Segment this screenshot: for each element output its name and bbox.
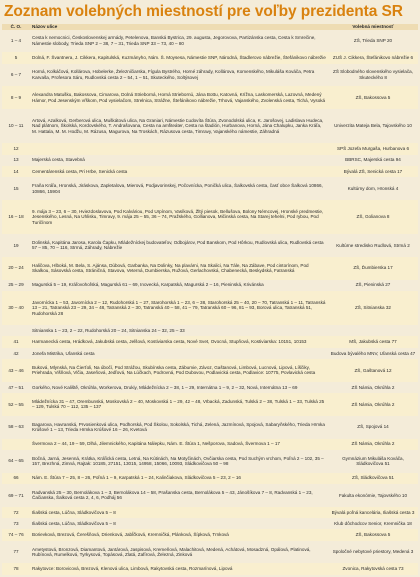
- table-row: [2, 484, 418, 507]
- row-number: 78: [2, 563, 30, 575]
- row-streets: Fraňa Kráľa, Hronská, Jiráskova, Zapletalova, Mierová, Podjavorinskej, Počovnícka, Poničká ulica, Šalkovská cesta, časť obce Šalková 10866, 10866, 15904: [30, 177, 328, 200]
- page-title: Zoznam volebných miestností pre voľby prezidenta SR: [4, 3, 403, 20]
- row-streets: Švermova 2 – 44, 19 – 59, Dlhá, Jilemnického, Kapitána Nálepku, Nám. E. Štúra 1, Nešporova, Sadová, Švermova 1 – 17: [30, 439, 328, 450]
- row-location: ZŠ Námia, Okrúhla 2: [328, 393, 418, 416]
- row-number: 10 – 11: [2, 109, 30, 143]
- row-number: [2, 325, 30, 336]
- table-row: [2, 348, 418, 359]
- table-row: [2, 473, 418, 484]
- table-row: [2, 177, 418, 200]
- row-streets: Harmanecká cesta, Hrádková, Jakubská cesta, Jelšová, Kostiviarska cesta, Nové Svet, Ovocná, Stupňová, Kostiviarska: 10151, 10153: [30, 336, 328, 347]
- row-streets: 9. mája 3 – 23, 6 – 30, Hviezdoslavova, Pod Kalváriou, Pod Urpínom, Vasíková, Žltý piesok, Bellušova, Bolony Némcovej, Hronské predmestie, Jesenského, Lesná, Na Uhlisku, Timravy, 9. mája 25 – 55, 36 – 74, Pražského, Gollianova, Mičinská cesta, Na Starej tehelni, Pod rybou, Pod Turičínom: [30, 200, 328, 234]
- row-number: 72: [2, 507, 30, 518]
- header-num: Č. O.: [2, 24, 30, 30]
- table-row: [2, 155, 418, 166]
- row-location: Spoločné nebytové priestory, Medená 3: [328, 541, 418, 564]
- row-number: 52 – 55: [2, 393, 30, 416]
- row-location: ZŠ, Gaštanová 12: [328, 359, 418, 382]
- row-number: 30 – 40: [2, 291, 30, 325]
- row-location: Klub dôchodcov Senior, Kremnička 18: [328, 518, 418, 529]
- row-streets: Cesta k nemocnici, Československej armády, Petelenova, Banská Bystrica, 29. augusta, Jegorovova, Partizánska cesta, Cesta k Smrečine, Námestie slobody, Trieda SNP 2 – 38, 7 – 31, Trieda SNP 33 – 73, 40 – 80: [30, 30, 328, 53]
- row-location: ZŠ, Pieninská 27: [328, 280, 418, 291]
- table-row: [2, 439, 418, 450]
- row-location: ZUŠ J. Cikkera, Štefánikovo nábrežie 6: [328, 52, 418, 63]
- row-number: 58 – 63: [2, 416, 30, 439]
- table-row: [2, 563, 418, 575]
- row-location: Zvonica, Rakytovská cesta 73: [328, 563, 418, 575]
- row-number: 25 – 29: [2, 280, 30, 291]
- row-location: Bývalá ZŠ, Senická cesta 17: [328, 166, 418, 177]
- table-row: [2, 109, 418, 143]
- table-row: [2, 507, 418, 518]
- row-location: BBRSC, Majerská cesta 94: [328, 155, 418, 166]
- row-number: 5: [2, 52, 30, 63]
- row-location: ZŠ Námia, Okrúhla 2: [328, 439, 418, 450]
- table-row: [2, 291, 418, 325]
- row-streets: Cementárenská cesta, Pri Hrbe, Senická cesta: [30, 166, 328, 177]
- table-row: [2, 143, 418, 154]
- row-number: 19: [2, 234, 30, 257]
- table-row: [2, 52, 418, 63]
- polling-stations-table: [2, 24, 418, 575]
- table-row: [2, 393, 418, 416]
- row-number: 47 – 51: [2, 382, 30, 393]
- row-location: ZŠ, Bakossova 5: [328, 529, 418, 540]
- row-number: 41: [2, 336, 30, 347]
- row-number: 13: [2, 155, 30, 166]
- row-streets: Magurská 5 – 19, Kráľovohoľská, Magurská 61 – 69, Inovecká, Karpatská, Magurská 2 – 16, Pieninská, Krivánska: [30, 280, 328, 291]
- table-row: [2, 382, 418, 393]
- row-streets: Ametystová, Bronzová, Diamantová, Jantárová, Jaspisová, Kremeňová, Malachitová, Medená, Achátová, Mosadzná, Opálová, Platinová, Rubínová, Rumelková, Tyrkysová, Topásová, Zlatá, Zafírová, Železná, Zinková: [30, 541, 328, 564]
- row-location: Gymnázium Mikuláša Kováča, Sládkovičova 51: [328, 450, 418, 473]
- row-streets: Bagarova, Havranská, Prvosienková ulica, Podhorská, Pod Školou, Sokolská, Tichá, Zelená, Jazmínová, Spojová, Sabaryňského, Trieda Hrmka Krúšové 1 – 13, Trieda Hrmka Krúšové 16 – 26, Kvetová: [30, 416, 328, 439]
- table-row: [2, 280, 418, 291]
- row-streets: Sitnianska 1 – 23, 2 – 22, Rudohorská 20 – 24, Sitnianska 24 – 32, 25 – 33: [30, 325, 328, 336]
- row-location: Fakulta ekonómie, Tajovského 10: [328, 484, 418, 507]
- row-number: 77: [2, 541, 30, 564]
- row-number: 20 – 24: [2, 257, 30, 280]
- row-number: 6 – 7: [2, 64, 30, 87]
- row-number: 66: [2, 473, 30, 484]
- row-streets: Rakytovce: Borovicová, Brezová, Klenová ulica, Limbová, Rakytovská cesta, Rozmarínová, Lipová: [30, 563, 328, 575]
- row-streets: Borievková, Brezová, Čerešňová, Drienková, Jabĺčková, Kremničká, Plánková, Šípková, Trnková: [30, 529, 328, 540]
- row-location: ZŠ, Golianova 8: [328, 200, 418, 234]
- table-row: [2, 541, 418, 564]
- row-streets: Bočná, Jarná, Jesenná, Krátka, Kráľická cesta, Letná, Na Kútinách, Na Motyčinách, Ovčiarska cesta, Pod Suchým vrchom, Poľná 2 – 102, 35 – 157, Brezhná, Zimná, Rajtak: 10185, 27151, 13015, 14958, 15066, 10093, Sládkovičova 50 – 98: [30, 450, 328, 473]
- row-location: Kultúrny dom, Hronská 4: [328, 177, 418, 200]
- row-location: ZŠ, Sitnianska 32: [328, 291, 418, 325]
- row-streets: Nám. E. Štúra 7 – 25, 8 – 26, Poľná 1 – 9, Karpatská 1 – 24, Kalinčiakova, Sládkovičova 5 – 23, 2 – 16: [30, 473, 328, 484]
- header-location: Volebná miestnosť: [328, 24, 418, 30]
- row-number: 69 – 71: [2, 484, 30, 507]
- row-streets: Buková, Mlynská, Na Čierťoli, Na úbočí, Pod Strážou, Skubínska cesta, Zábumie, Závoz, Gaštanová, Limbová, Lucnová, Lipová, Líščiky, Priehrada, Višňová, Vlčia, Jaseňová, Jedľová, Na Lúčkach, Podrovná, Pod Dubovou, Podlavická cesta, Podlavice: 10775, Povlavická cesta: [30, 359, 328, 382]
- row-location: ZŠ, Ďumbierska 17: [328, 257, 418, 280]
- row-streets: Javornícka 1 – 53, Javornícka 2 – 12, Rudohorská 1 – 27, Starohorská 1 – 23, 6 – 38, Starohorská 25 – 40, 20 – 70, Tatranská 1 – 11, Tatranská 13 – 21, Tatranská 23 – 29, 34 – 48, Tatranská 2 – 30, Tatranská 40 – 58, 41 – 79, Tatranská 60 – 96, 81 – 93, Borová ulica, Tatranská 51, Rudohorská 28: [30, 291, 328, 325]
- row-location: Univerzita Mateja Bela, Tajovského 10: [328, 109, 418, 143]
- table-row: [2, 325, 418, 336]
- row-streets: Alexandra Matušku, Bakossova, Cimarova, Dolná Strieborná, Horná Striebornú, Jána Bottu, Katovná, Krížna, Laskomerská, Lazovná, Medený Hámor, Pod Jesenským vŕškom, Pod vysielačom, Strelnica, Strážne, Štefánikovo nábrežie, Trhová, Vajanského, Zvolenská cesta, Tichá, Vysoká: [30, 86, 328, 109]
- row-number: 16 – 18: [2, 200, 30, 234]
- row-streets: Majerská cesta, Stavebná: [30, 155, 328, 166]
- table-row: [2, 518, 418, 529]
- row-streets: Mládežnícka 31 – 47, Orembunská, Moskovská 2 – 40, Moskovská 1 – 29, 42 – 48, Vrbacká, Zadunská, Tulská 2 – 38, Tulská 1 – 33, Tulská 25 – 129, Tulská 70 – 112, 135 – 137: [30, 393, 328, 416]
- table-row: [2, 166, 418, 177]
- row-streets: Jonefa Mistrika, Uľanská cesta: [30, 348, 328, 359]
- table-row: [2, 257, 418, 280]
- table-row: [2, 30, 418, 53]
- row-streets: Dolná, F. Švantnera, J. Cikkera, Kapitulská, Kuzmányho, Nám. Š. Moysesa, Námestie SNP, Národná, Štadlerovo nábrežie, Štefánikovo nábrežie: [30, 52, 328, 63]
- table-row: [2, 86, 418, 109]
- row-number: 42: [2, 348, 30, 359]
- row-streets: Horná, Kolkáčová, Kollárova, Hobelerke, Železničiarska, Fígula Bystrého, Horné záhrady, Kollárova, Komenského, Mikuláša Kováča, Petra Karvaša, Profesora Sáru, Rudlovská cesta 2 – 54, 1 – 51, Skuteckého, Soltýsovej: [30, 64, 328, 87]
- row-streets: Gorkého, Nové Kaliště, Okrúhla, Workerova, Drukiy, Mládežnícka 2 – 38, 1 – 29, Internátna 1 – 9, 2 – 32, Nová, Internátna 13 – 69: [30, 382, 328, 393]
- row-location: ZŠ, Sládkovičova 51: [328, 473, 418, 484]
- row-number: 74 – 76: [2, 529, 30, 540]
- row-number: 14: [2, 166, 30, 177]
- row-location: Budova bývalého MNV, Uľanská cesta 47: [328, 348, 418, 359]
- table-row: [2, 234, 418, 257]
- row-streets: Iliašská cesta, Lúčna, Sládkovičova 5 – 8: [30, 507, 328, 518]
- row-number: 43 – 46: [2, 359, 30, 382]
- row-location: ZŠ, Bakossova 5: [328, 86, 418, 109]
- row-number: 73: [2, 518, 30, 529]
- header-streets: Názov ulice: [30, 24, 328, 30]
- row-number: 15: [2, 177, 30, 200]
- row-location: MŠ, Jakubská cesta 77: [328, 336, 418, 347]
- row-number: 1 – 4: [2, 30, 30, 53]
- row-streets: Dolinská, Kapitána Jarosa, Karola Čapku, Mládežníckej budovateľov, Odbojárov, Pod Banskom, Pod Hôrkou, Rudlovská ulica, Rudlovská cesta 57 – 85, 70 – 116, Strmá, Záhrady, Nábrežie: [30, 234, 328, 257]
- table-row: [2, 64, 418, 87]
- row-location: ZŠ, Spojová 14: [328, 416, 418, 439]
- row-location: SPŠ Jozefa Murgaša, Hurbanova 6: [328, 143, 418, 154]
- table-row: [2, 200, 418, 234]
- row-streets: [30, 143, 328, 154]
- row-streets: Radvanská 25 – 30, Bernolákova 1 – 3, Bernolákova 14 – 58, Prašanska cesta, Bernolákova 5 – 43, Jánošíkova 7 – 8, Radvanská 1 – 23, Čačianska, Šalková cesta 2, 4, 6, Podháj 56: [30, 484, 328, 507]
- row-location: Kultúrne stredisko Rudlová, Strmá 2: [328, 234, 418, 257]
- row-location: ZŠ, Trieda SNP 20: [328, 30, 418, 53]
- table-row: [2, 359, 418, 382]
- row-location: ZŠ Námia, Okrúhla 2: [328, 382, 418, 393]
- row-streets: Iliašská cesta, Lúčna, Sládkovičova 5 – 8: [30, 518, 328, 529]
- table-row: [2, 336, 418, 347]
- row-location: [328, 325, 418, 336]
- row-streets: Artová, Azalková, Gerberová ulica, Muškátová ulica, Na Graniari, Námestie Ľudovíta Štúra, Zvonodolská ulica, K. Jarošovej, Ladislava Hudeca, Nad plátnom, Školská, Kordovského, T. Andrašovana, Cesta na amfiteáter, Cesta na štadión, Hurbanova, Horná, Jána Chalupku, Janka Kráľa, M. Hattala, M. M. Hodžu, M. Rázusa, Magurova, Na Troskách, Rázusova cesta, Timravy, Vajanského námestie, Záhradná: [30, 109, 328, 143]
- row-number: 8 – 9: [2, 86, 30, 109]
- table-row: [2, 450, 418, 473]
- table-row: [2, 416, 418, 439]
- row-streets: Haličova, Hlboká, M. Bela, S. Ajánsa, Dúbová, Garbanka, Na Dolinky, Na plavárni, Na Skalici, Na Tále, Na Zábave, Pod cintorínom, Pod Skalkou, Sásovská cesta, Stráničná, Stavova, Veterná, Dumbierska, Ružová, Gerlachovská, Chabenecká, Beskydská, Fatranská: [30, 257, 328, 280]
- row-number: [2, 439, 30, 450]
- table-row: [2, 529, 418, 540]
- row-location: ZŠ Slobodného slovenského vysielača, Skuteckého 8: [328, 64, 418, 87]
- row-number: 64 – 65: [2, 450, 30, 473]
- row-location: Bývalá poľná kancelária, Iliašská cesta 3: [328, 507, 418, 518]
- row-number: 12: [2, 143, 30, 154]
